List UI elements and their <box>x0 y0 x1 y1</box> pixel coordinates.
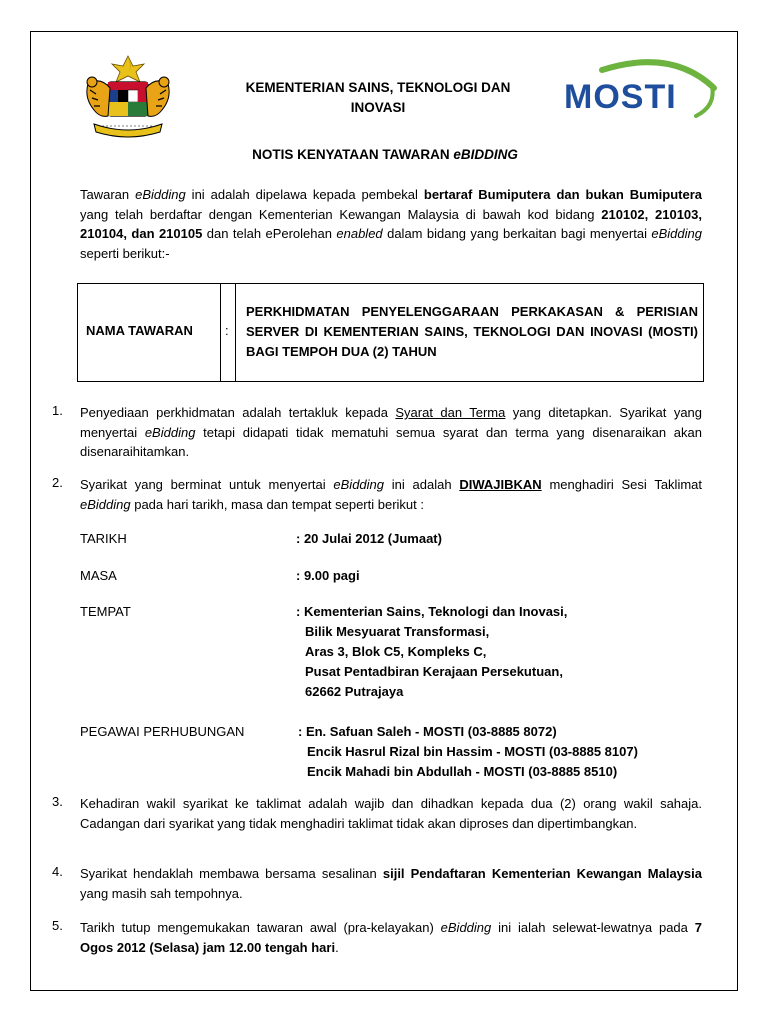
intro-text: eBidding <box>135 187 186 202</box>
ministry-title-line1: KEMENTERIAN SAINS, TEKNOLOGI DAN <box>245 80 511 95</box>
item-text: pada hari tarikh, masa dan tempat seperti berikut : <box>130 496 424 512</box>
contact-line: Encik Mahadi bin Abdullah - MOSTI (03-8885 8510) <box>307 764 618 779</box>
intro-paragraph <box>80 185 702 263</box>
tender-name-value: PERKHIDMATAN PENYELENGGARAAN PERKAKASAN & PERISIAN SERVER DI KEMENTERIAN SAINS, TEKNOLOGI DAN INOVASI (MOSTI) BAGI TEMPOH DUA (2) TAHUN <box>246 304 698 359</box>
detail-value: : 9.00 pagi <box>296 568 360 583</box>
address-line: 62662 Putrajaya <box>305 684 404 699</box>
item-text: Syarikat hendaklah membawa bersama sesalinan <box>80 866 383 881</box>
intro-text: seperti berikut:- <box>80 245 170 261</box>
tender-name-table <box>77 283 704 382</box>
coat-of-arms-icon <box>78 54 178 140</box>
intro-text-bold: bertaraf Bumiputera dan bukan Bumiputera <box>423 187 703 202</box>
detail-tempat <box>80 602 720 706</box>
item-text: eBidding <box>440 920 492 935</box>
list-number: 3. <box>52 794 63 809</box>
intro-text: Tawaran <box>80 187 136 202</box>
intro-text: dan telah ePerolehan <box>202 226 337 241</box>
tender-name-label: NAMA TAWARAN <box>86 323 193 338</box>
intro-text: dalam bidang yang berkaitan bagi menyertai <box>382 226 652 241</box>
list-number: 2. <box>52 475 63 490</box>
terms-underlined: Syarat dan Terma <box>395 405 506 420</box>
address-line: Bilik Mesyuarat Transformasi, <box>305 624 490 639</box>
intro-text: yang telah berdaftar dengan Kementerian Kewangan Malaysia di bawah kod bidang <box>80 206 602 222</box>
item-text: ini adalah <box>384 477 460 492</box>
tender-name-colon: : <box>225 323 229 338</box>
item-text-bold: sijil Pendaftaran Kementerian Kewangan Malaysia <box>382 866 702 881</box>
intro-text-bold: 210102, 210103, 210104, dan 210105 <box>80 206 702 241</box>
detail-key: TARIKH <box>80 531 127 546</box>
item-text: ini ialah selewat-lewatnya pada <box>491 920 695 935</box>
detail-value: : 20 Julai 2012 (Jumaat) <box>296 531 442 546</box>
mosti-logo-text: MOSTI <box>564 78 677 116</box>
item-text: eBidding <box>333 477 385 492</box>
mosti-logo <box>562 56 722 120</box>
address-line: Pusat Pentadbiran Kerajaan Persekutuan, <box>305 664 563 679</box>
list-number: 4. <box>52 864 63 879</box>
detail-value <box>296 602 716 702</box>
intro-text: ini adalah dipelawa kepada pembekal <box>185 187 424 202</box>
item-text: tetapi didapati tidak mematuhi semua syarat dan terma yang disenaraikan akan disenaraihitamkan. <box>80 424 702 459</box>
detail-key: MASA <box>80 568 117 583</box>
item-text: menghadiri Sesi Taklimat <box>541 477 703 492</box>
notice-title-prefix: NOTIS KENYATAAN TAWARAN <box>252 147 454 162</box>
intro-text: eBidding <box>651 226 702 241</box>
notice-title <box>0 147 770 162</box>
item-text: yang masih sah tempohnya. <box>80 885 243 901</box>
detail-pegawai <box>80 722 720 784</box>
intro-text: enabled <box>336 226 383 241</box>
item-text: eBidding <box>144 424 196 440</box>
item-text: Kehadiran wakil syarikat ke taklimat adalah wajib dan dihadkan kepada dua (2) orang wakil sahaja. Cadangan dari syarikat yang tidak menghadiri taklimat tidak akan diproses dan dipertimbangkan. <box>80 796 702 831</box>
detail-value <box>298 722 718 782</box>
list-number: 1. <box>52 403 63 418</box>
ministry-title-line2: INOVASI <box>350 100 406 115</box>
item-text: yang ditetapkan. Syarikat yang menyertai <box>80 405 703 440</box>
detail-key: TEMPAT <box>80 604 131 619</box>
mandatory-underlined: DIWAJIBKAN <box>459 477 542 492</box>
item-text: eBidding <box>80 496 131 512</box>
item-text: Tarikh tutup mengemukakan tawaran awal (pra-kelayakan) <box>80 920 441 935</box>
ministry-title <box>200 78 556 118</box>
list-number: 5. <box>52 918 63 933</box>
contact-line: : En. Safuan Saleh - MOSTI (03-8885 8072) <box>298 724 557 739</box>
address-line: : Kementerian Sains, Teknologi dan Inovasi, <box>296 604 568 619</box>
contact-line: Encik Hasrul Rizal bin Hassim - MOSTI (03-8885 8107) <box>307 744 638 759</box>
item-text: . <box>335 939 339 955</box>
item-text-bold: 7 Ogos 2012 (Selasa) jam 12.00 tengah hari <box>80 920 702 955</box>
notice-title-em: eBIDDING <box>453 147 518 162</box>
detail-key: PEGAWAI PERHUBUNGAN <box>80 724 245 739</box>
item-text: Syarikat yang berminat untuk menyertai <box>80 477 334 492</box>
item-text: Penyediaan perkhidmatan adalah tertakluk kepada <box>80 405 396 420</box>
address-line: Aras 3, Blok C5, Kompleks C, <box>305 644 487 659</box>
